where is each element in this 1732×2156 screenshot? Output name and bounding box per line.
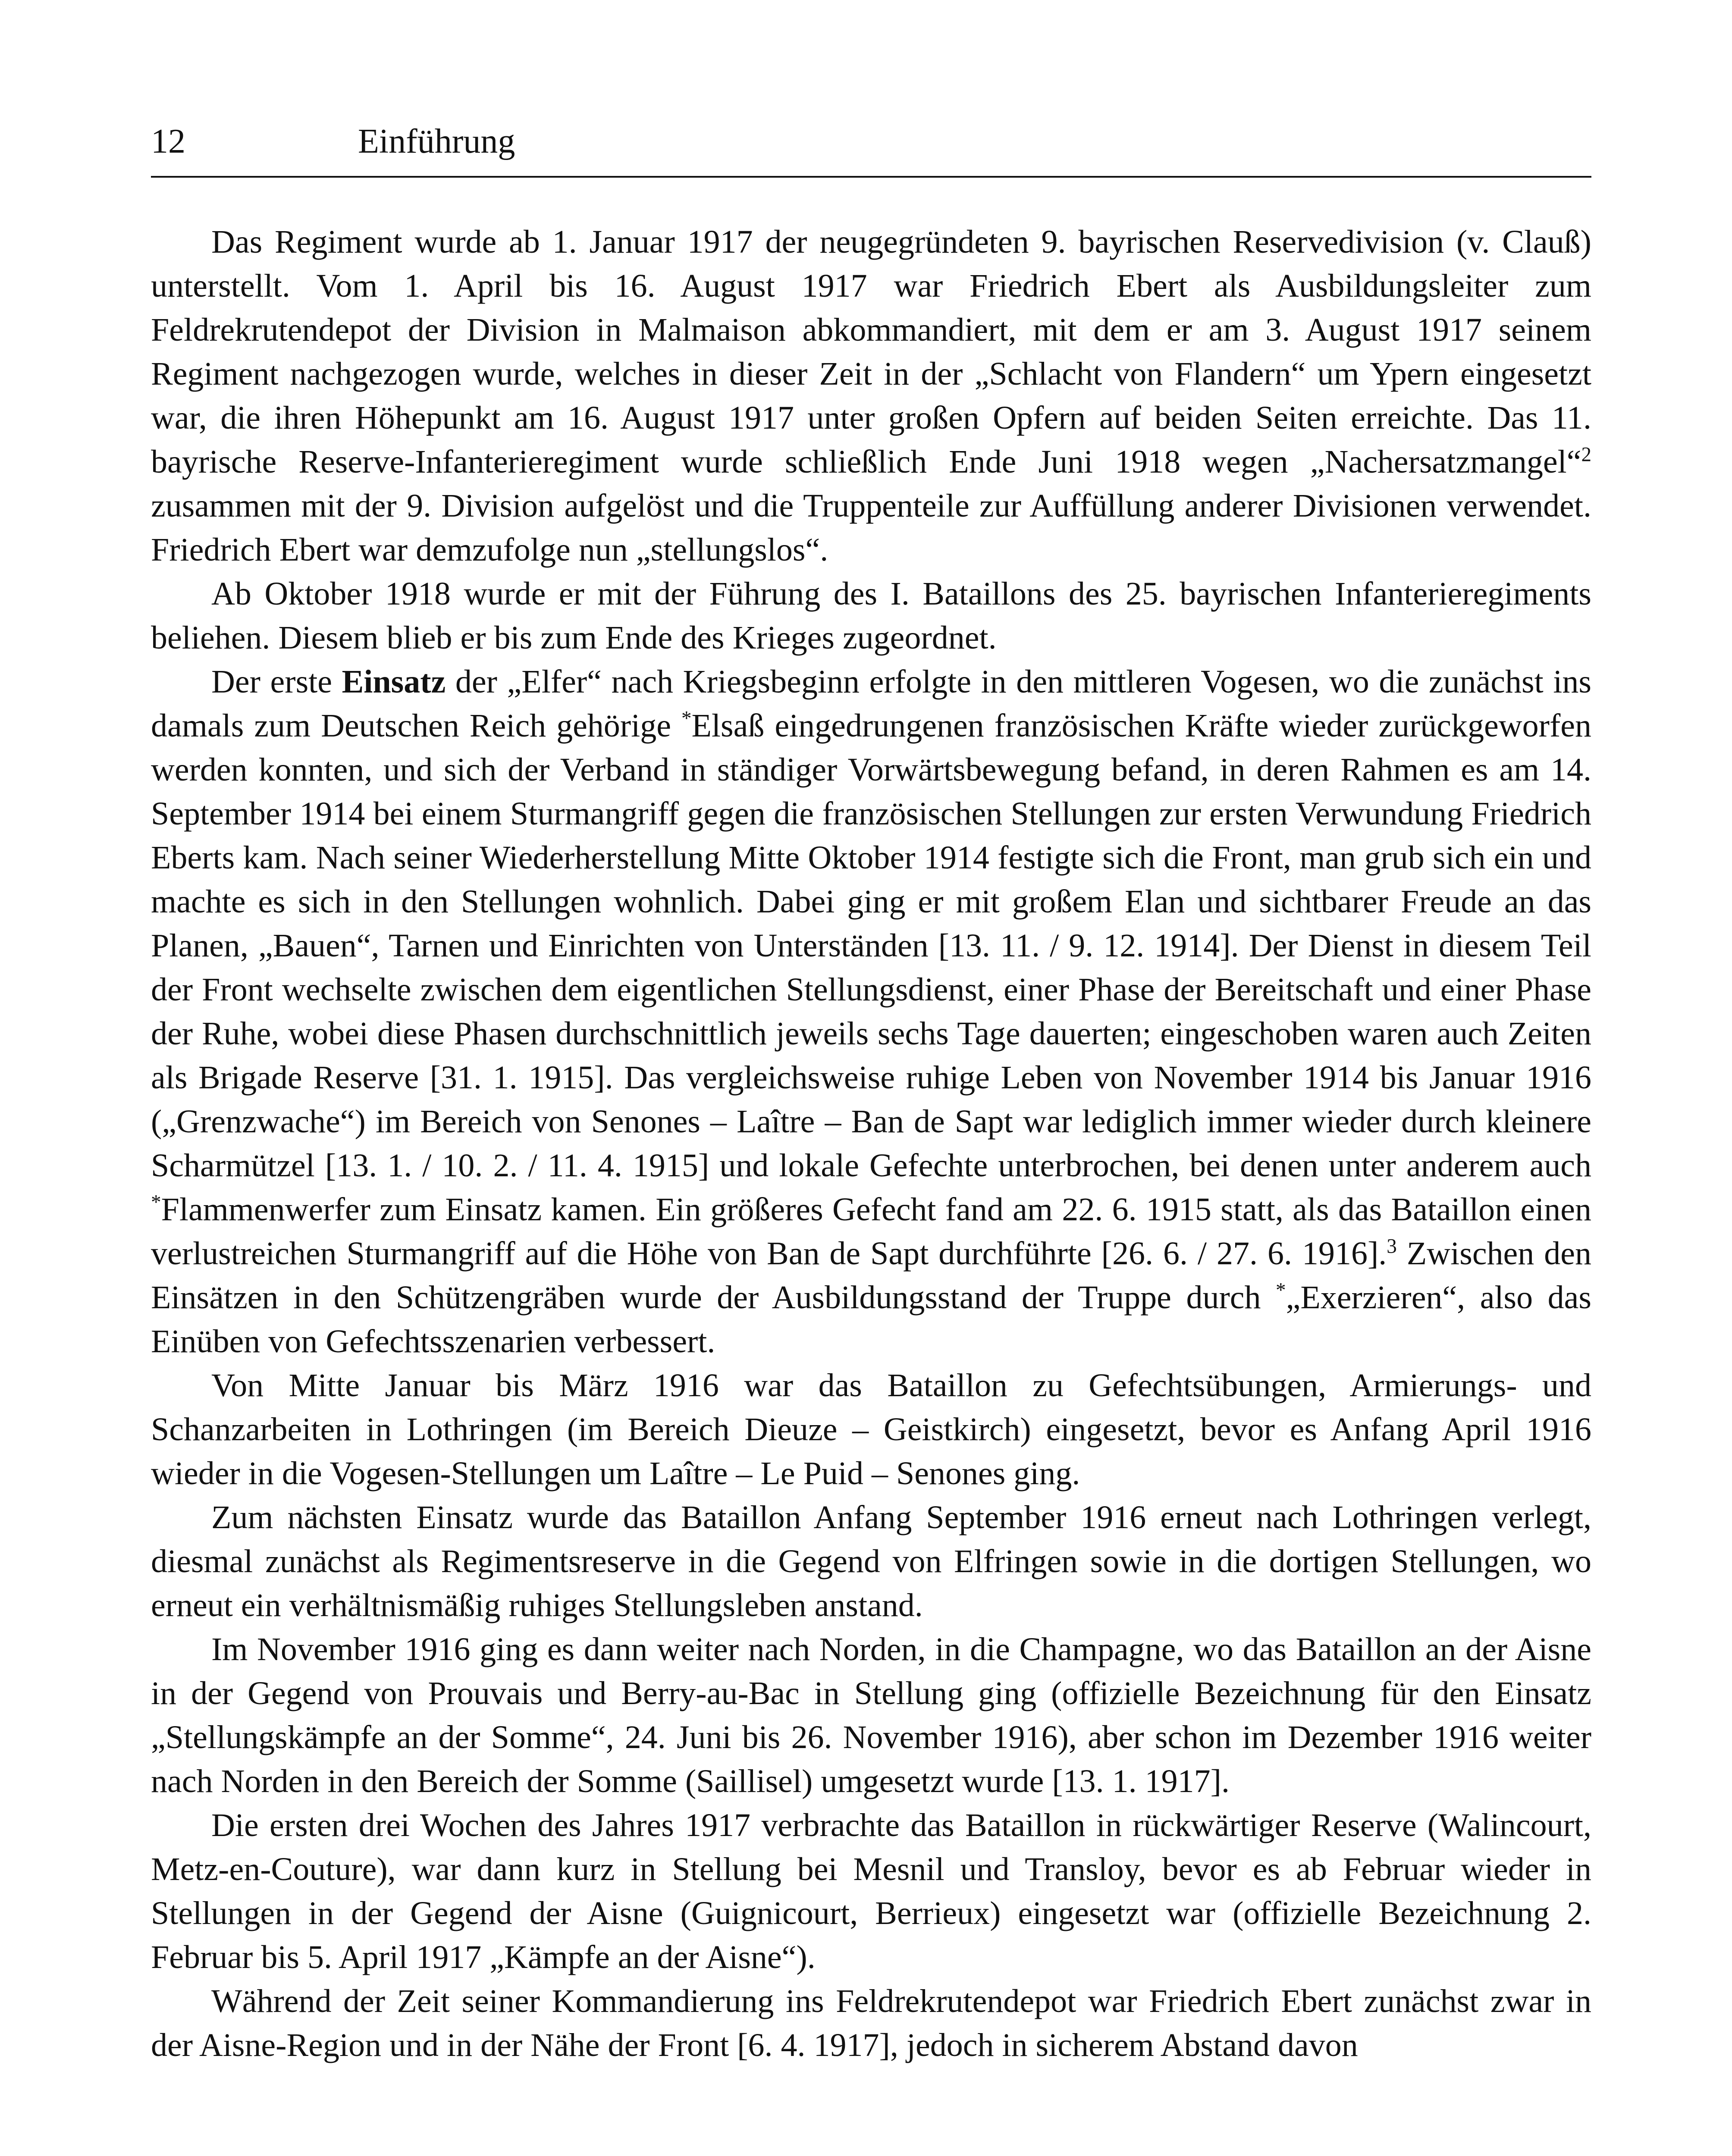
footnote-reference: 3 <box>1387 1235 1397 1258</box>
paragraph <box>151 1363 1591 1495</box>
body-text <box>151 220 1591 2067</box>
paragraph <box>151 220 1591 572</box>
paragraph <box>151 572 1591 660</box>
paragraph-text: Der erste <box>211 664 342 700</box>
paragraph-text: Zwischen den Einsätzen in den Schützengräben wurde der Ausbildungsstand der Truppe durch <box>151 1235 1591 1316</box>
running-head <box>151 120 1591 178</box>
paragraph-text: Die ersten drei Wochen des Jahres 1917 verbrachte das Bataillon in rückwärtiger Reserve (Walincourt, Metz-en-Couture), war dann kurz in Stellung bei Mesnil und Transloy, bevor es ab Februar wieder in Stellungen in der Gegend der Aisne (Guignicourt, Berrieux) eingesetzt war (offizielle Bezeichnung 2. Februar bis 5. April 1917 „Kämpfe an der Aisne“). <box>151 1807 1591 1975</box>
paragraph-text: Ab Oktober 1918 wurde er mit der Führung des I. Bataillons des 25. bayrischen Infanterieregiments beliehen. Diesem blieb er bis zum Ende des Krieges zugeordnet. <box>151 576 1591 656</box>
paragraph <box>151 1803 1591 1979</box>
glossary-star-marker: * <box>681 707 692 730</box>
running-title: Einführung <box>358 122 515 160</box>
paragraph-text: Während der Zeit seiner Kommandierung ins Feldrekrutendepot war Friedrich Ebert zunächst zwar in der Aisne-Region und in der Nähe der Front [6. 4. 1917], jedoch in sicherem Abstand davon <box>151 1983 1591 2063</box>
paragraph <box>151 1627 1591 1803</box>
glossary-star-marker: * <box>151 1191 161 1214</box>
footnote-reference: 2 <box>1581 443 1591 466</box>
paragraph-text: Flammenwerfer zum Einsatz kamen. Ein größeres Gefecht fand am 22. 6. 1915 statt, als das Bataillon einen verlustreichen Sturmangriff auf die Höhe von Ban de Sapt durchführte [26. 6. / 27. 6. 1916]. <box>151 1191 1591 1272</box>
paragraph <box>151 660 1591 1363</box>
paragraph-text: Im November 1916 ging es dann weiter nach Norden, in die Champagne, wo das Bataillon an der Aisne in der Gegend von Prouvais und Berry-au-Bac in Stellung ging (offizielle Bezeichnung für den Einsatz „Stellungskämpfe an der Somme“, 24. Juni bis 26. November 1916), aber schon im Dezember 1916 weiter nach Norden in den Bereich der Somme (Saillisel) umgesetzt wurde [13. 1. 1917]. <box>151 1631 1591 1799</box>
paragraph-text: Elsaß eingedrungenen französischen Kräfte wieder zurückgeworfen werden konnten, und sich der Verband in ständiger Vorwärtsbewegung befand, in deren Rahmen es am 14. September 1914 bei einem Sturmangriff gegen die französischen Stellungen zur ersten Verwundung Friedrich Eberts kam. Nach seiner Wiederherstellung Mitte Oktober 1914 festigte sich die Front, man grub sich ein und machte es sich in den Stellungen wohnlich. Dabei ging er mit großem Elan und sichtbarer Freude an das Planen, „Bauen“, Tarnen und Einrichten von Unterständen [13. 11. / 9. 12. 1914]. Der Dienst in diesem Teil der Front wechselte zwischen dem eigentlichen Stellungsdienst, einer Phase der Bereitschaft und einer Phase der Ruhe, wobei diese Phasen durchschnittlich jeweils sechs Tage dauerten; eingeschoben waren auch Zeiten als Brigade Reserve [31. 1. 1915]. Das vergleichsweise ruhige Leben von November 1914 bis Januar 1916 („Grenzwache“) im Bereich von Senones – Laître – Ban de Sapt war lediglich immer wieder durch kleinere Scharmützel [13. 1. / 10. 2. / 11. 4. 1915] und lokale Gefechte unterbrochen, bei denen unter anderem auch <box>151 708 1591 1184</box>
glossary-star-marker: * <box>1276 1279 1286 1302</box>
page-number: 12 <box>151 122 185 160</box>
paragraph-text: Das Regiment wurde ab 1. Januar 1917 der neugegründeten 9. bayrischen Reservedivision (v. Clauß) unterstellt. Vom 1. April bis 16. August 1917 war Friedrich Ebert als Ausbildungsleiter zum Feldrekrutendepot der Division in Malmaison abkommandiert, mit dem er am 3. August 1917 seinem Regiment nachgezogen wurde, welches in dieser Zeit in der „Schlacht von Flandern“ um Ypern eingesetzt war, die ihren Höhepunkt am 16. August 1917 unter großen Opfern auf beiden Seiten erreichte. Das 11. bayrische Reserve-Infanterieregiment wurde schließlich Ende Juni 1918 wegen „Nachersatzmangel“ <box>151 224 1591 480</box>
paragraph-text: Von Mitte Januar bis März 1916 war das Bataillon zu Gefechtsübungen, Armierungs- und Schanzarbeiten in Lothringen (im Bereich Dieuze – Geistkirch) eingesetzt, bevor es Anfang April 1916 wieder in die Vogesen-Stellungen um Laître – Le Puid – Senones ging. <box>151 1367 1591 1492</box>
bold-keyword: Einsatz <box>342 664 446 700</box>
paragraph <box>151 1495 1591 1627</box>
paragraph-text: der „Elfer“ nach Kriegsbeginn erfolgte in den mittleren Vogesen, wo die zunächst ins damals zum Deutschen Reich gehörige <box>151 664 1591 744</box>
paragraph-text: zusammen mit der 9. Division aufgelöst und die Truppenteile zur Auffüllung anderer Divisionen verwendet. Friedrich Ebert war demzufolge nun „stellungslos“. <box>151 488 1591 568</box>
paragraph-text: „Exerzieren“, also das Einüben von Gefechtsszenarien verbessert. <box>151 1279 1591 1360</box>
paragraph <box>151 1979 1591 2067</box>
paragraph-text: Zum nächsten Einsatz wurde das Bataillon Anfang September 1916 erneut nach Lothringen verlegt, diesmal zunächst als Regimentsreserve in die Gegend von Elfringen sowie in die dortigen Stellungen, wo erneut ein verhältnismäßig ruhiges Stellungsleben anstand. <box>151 1499 1591 1623</box>
